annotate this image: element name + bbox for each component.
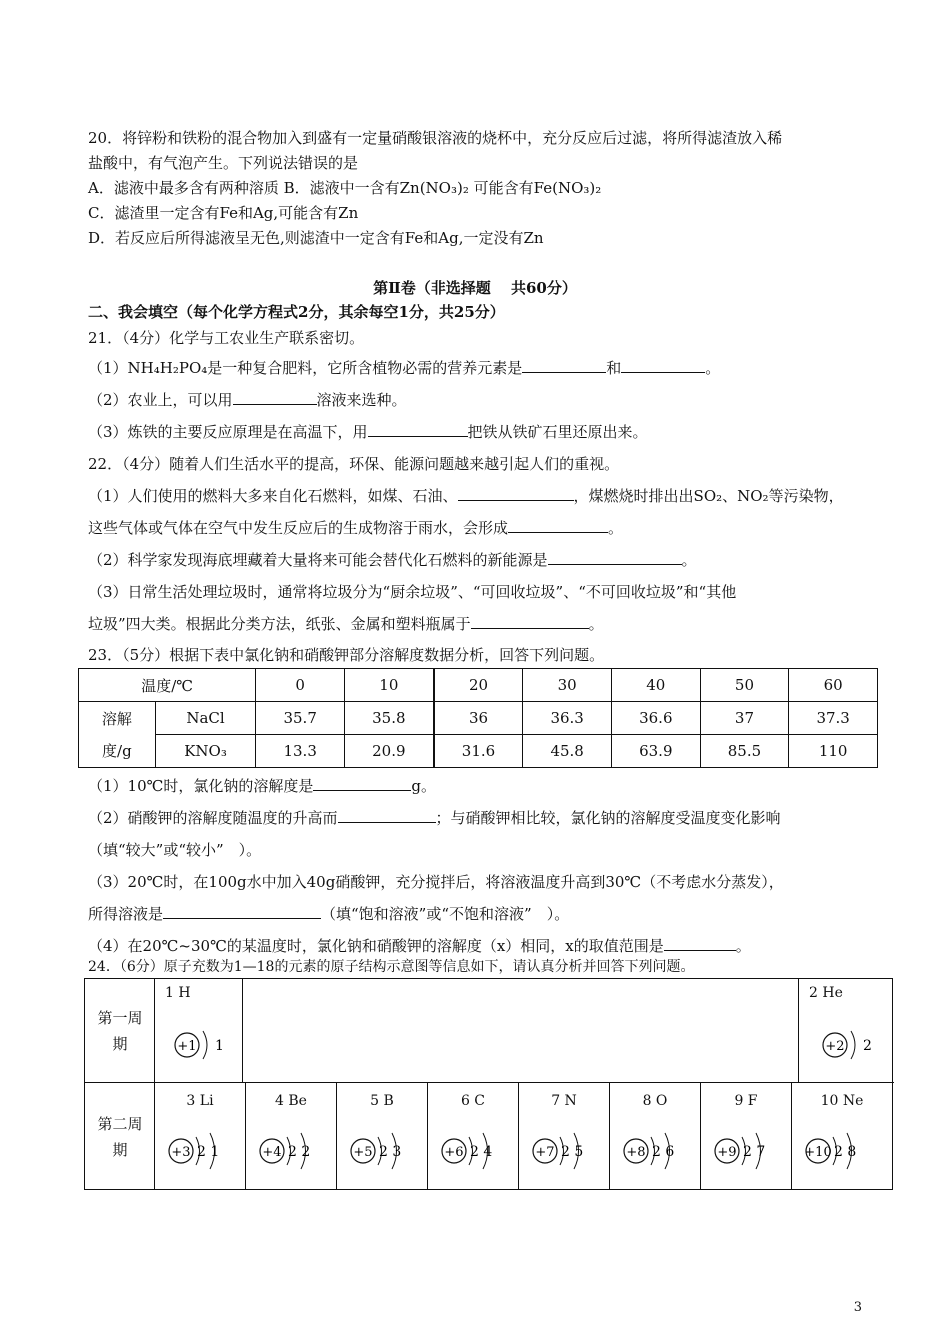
q21-answer-blank-1[interactable]: [522, 358, 606, 373]
q21-answer-blank-2[interactable]: [621, 358, 705, 373]
q23-p3-text-b: 所得溶液是: [88, 905, 164, 923]
atom-diagram-icon: [527, 1123, 607, 1179]
q23-p3-text-c: （填“饱和溶液”或“不饱和溶液” ）。: [321, 905, 570, 923]
q21-answer-blank-4[interactable]: [368, 422, 468, 437]
table-row-temperature: [79, 669, 878, 702]
q22-p2-text-b: 。: [681, 551, 697, 569]
q23-part1: [88, 776, 436, 796]
solubility-label-line1: 溶解: [101, 709, 132, 728]
temp-cell: 30: [523, 669, 612, 702]
q22-part1-line1: [88, 486, 844, 506]
q21-p1-text-b: 和: [606, 359, 622, 377]
q20-stem-line2: 盐酸中，有气泡产生。下列说法错误的是: [88, 154, 359, 172]
q23-part3-line1: （3）20℃时，在100g水中加入40g硝酸钾，充分搅拌后，将溶液温度升高到30℃（不考虑水分蒸发），: [88, 873, 784, 891]
atom-diagram-icon: [345, 1123, 425, 1179]
nacl-cell: 36.3: [523, 702, 612, 735]
q23-p4-text-a: （4）在20℃~30℃的某温度时，氯化钠和硝酸钾的溶解度（x）相同，x的取值范围是: [88, 937, 664, 955]
part2-title: 第Ⅱ卷（非选择题 共60分）: [373, 279, 577, 297]
nucleus-charge: +9: [717, 1145, 737, 1160]
q24-stem: 24．（6分）原子充数为1—18的元素的原子结构示意图等信息如下，请认真分析并回答下列问题。: [88, 959, 695, 975]
element-symbol: 9 F: [734, 1093, 758, 1109]
table-row-nacl: [79, 702, 878, 735]
element-symbol: 3 Li: [186, 1093, 214, 1109]
atom-diagram-icon: [169, 1019, 239, 1071]
q22-part2: [88, 550, 697, 570]
q21-p1-text-c: 。: [705, 359, 721, 377]
q20-stem-line1: 20．将锌粉和铁粉的混合物加入到盛有一定量硝酸银溶液的烧杯中，充分反应后过滤，将所得滤渣放入稀: [88, 129, 783, 147]
period1-label-line2: 期: [112, 1035, 128, 1053]
period1-label-cell: [85, 979, 155, 1083]
q23-answer-blank-1[interactable]: [313, 776, 411, 791]
temp-cell: 20: [434, 669, 523, 702]
element-cell: [610, 1083, 701, 1189]
q22-answer-blank-2[interactable]: [508, 518, 608, 533]
nucleus-charge: +7: [535, 1145, 555, 1160]
atom-diagram-icon: [817, 1019, 887, 1071]
element-symbol: 2 He: [809, 985, 843, 1001]
nacl-cell: 37.3: [789, 702, 878, 735]
q21-answer-blank-3[interactable]: [233, 390, 317, 405]
kno3-cell: 13.3: [256, 735, 345, 768]
q22-part3-line2: [88, 614, 604, 634]
temp-cell: 40: [611, 669, 700, 702]
kno3-cell: 110: [789, 735, 878, 768]
q23-part2-line2: （填“较大”或“较小” ）。: [88, 841, 262, 859]
q22-answer-blank-3[interactable]: [548, 550, 682, 565]
electron-shells: 2 7: [743, 1144, 766, 1160]
element-symbol: 7 N: [551, 1093, 577, 1109]
q23-answer-blank-3[interactable]: [163, 904, 321, 919]
q22-answer-blank-4[interactable]: [471, 614, 589, 629]
period2-label-line2: 期: [112, 1141, 128, 1159]
kno3-cell: 20.9: [345, 735, 434, 768]
atom-diagram-icon: [618, 1123, 698, 1179]
q23-part3-line2: [88, 904, 569, 924]
element-cell: [701, 1083, 792, 1189]
element-symbol: 5 B: [370, 1093, 394, 1109]
solubility-label: [79, 702, 156, 768]
q23-stem: 23．（5分）根据下表中氯化钠和硝酸钾部分溶解度数据分析，回答下列问题。: [88, 646, 605, 664]
element-cell-h: [155, 979, 243, 1083]
nacl-label: NaCl: [155, 702, 256, 735]
element-symbol: 4 Be: [275, 1093, 307, 1109]
nacl-cell: 35.8: [345, 702, 434, 735]
q22-p3-text-b: 垃圾”四大类。根据此分类方法，纸张、金属和塑料瓶属于: [88, 615, 471, 633]
q22-part1-line2: [88, 518, 623, 538]
kno3-cell: 45.8: [523, 735, 612, 768]
nucleus-charge: +2: [825, 1039, 845, 1054]
temp-cell: 50: [700, 669, 789, 702]
element-symbol: 6 C: [460, 1093, 486, 1109]
element-symbol: 10 Ne: [820, 1093, 864, 1109]
nacl-cell: 36.6: [611, 702, 700, 735]
q22-stem: 22．（4分）随着人们生活水平的提高，环保、能源问题越来越引起人们的重视。: [88, 455, 620, 473]
nucleus-charge: +1: [177, 1039, 197, 1054]
solubility-label-line2: 度/g: [102, 741, 132, 760]
nucleus-charge: +6: [444, 1145, 464, 1160]
q22-p1-text-c: 这些气体或气体在空气中发生反应后的生成物溶于雨水，会形成: [88, 519, 509, 537]
q23-p2-text-a: （2）硝酸钾的溶解度随温度的升高而: [88, 809, 338, 827]
element-cell: [246, 1083, 337, 1189]
q22-answer-blank-1[interactable]: [458, 486, 574, 501]
q22-p1-text-d: 。: [608, 519, 624, 537]
q21-p3-text-b: 把铁从铁矿石里还原出来。: [467, 423, 648, 441]
atom-diagram-icon: [800, 1123, 880, 1179]
q23-p4-text-b: 。: [735, 937, 751, 955]
electron-shells: 2 6: [652, 1144, 675, 1160]
periodic-table: [84, 978, 893, 1190]
electron-shells: 2 1: [197, 1144, 220, 1160]
atom-diagram-icon: [163, 1123, 243, 1179]
q23-p2-text-b: ；与硝酸钾相比较，氯化钠的溶解度受温度变化影响: [435, 809, 781, 827]
q23-part4: [88, 936, 751, 956]
q20-option-a: A．滤液中最多含有两种溶质 B．滤液中一含有Zn(NO₃)₂ 可能含有Fe(NO₃)₂: [88, 179, 602, 197]
electron-shells: 2 2: [288, 1144, 311, 1160]
q23-p1-text-b: g。: [411, 777, 437, 795]
solubility-table: [78, 668, 878, 768]
q22-p1-text-a: （1）人们使用的燃料大多来自化石燃料，如煤、石油、: [88, 487, 458, 505]
temp-header: 温度/℃: [79, 669, 256, 702]
electron-shells: 2 3: [379, 1144, 402, 1160]
element-symbol: 1 H: [165, 985, 191, 1001]
kno3-cell: 31.6: [434, 735, 523, 768]
electron-shells: 2: [863, 1038, 872, 1054]
period2-label-cell: [85, 1083, 155, 1189]
q21-p3-text-a: （3）炼铁的主要反应原理是在高温下，用: [88, 423, 368, 441]
q22-part3-line1: （3）日常生活处理垃圾时，通常将垃圾分为“厨余垃圾”、“可回收垃圾”、“不可回收垃圾”和“其他: [88, 583, 737, 601]
empty-middle-cell: [243, 979, 799, 1083]
q22-p1-text-b: ，煤燃烧时排出出SO₂、NO₂等污染物，: [573, 487, 844, 505]
q23-part2-line1: [88, 808, 781, 828]
kno3-cell: 85.5: [700, 735, 789, 768]
element-cell-he: [799, 979, 894, 1083]
element-cell: [519, 1083, 610, 1189]
temp-cell: 60: [789, 669, 878, 702]
nacl-cell: 35.7: [256, 702, 345, 735]
q22-p3-text-c: 。: [588, 615, 604, 633]
nucleus-charge: +3: [171, 1145, 191, 1160]
kno3-cell: 63.9: [611, 735, 700, 768]
section2-title: 二、我会填空（每个化学方程式2分，其余每空1分，共25分）: [88, 303, 505, 321]
element-cell: [337, 1083, 428, 1189]
table-row-kno3: [79, 735, 878, 768]
period2-label-line1: 第二周: [97, 1115, 143, 1133]
q21-stem: 21．（4分）化学与工农业生产联系密切。: [88, 329, 365, 347]
q20-option-c: C．滤渣里一定含有Fe和Ag,可能含有Zn: [88, 204, 359, 222]
q21-part3: [88, 422, 648, 442]
electron-shells: 2 4: [470, 1144, 493, 1160]
q23-answer-blank-2[interactable]: [338, 808, 436, 823]
nacl-cell: 36: [434, 702, 523, 735]
period1-label-line1: 第一周: [97, 1009, 143, 1027]
temp-cell: 10: [345, 669, 434, 702]
q23-answer-blank-4[interactable]: [664, 936, 736, 951]
q22-p2-text-a: （2）科学家发现海底埋藏着大量将来可能会替代化石燃料的新能源是: [88, 551, 548, 569]
element-symbol: 8 O: [642, 1093, 668, 1109]
nacl-cell: 37: [700, 702, 789, 735]
q21-p1-text-a: （1）NH₄H₂PO₄是一种复合肥料，它所含植物必需的营养元素是: [88, 359, 523, 377]
kno3-label: KNO₃: [155, 735, 256, 768]
nucleus-charge: +4: [262, 1145, 282, 1160]
electron-shells: 1: [215, 1038, 224, 1054]
q23-p1-text-a: （1）10℃时，氯化钠的溶解度是: [88, 777, 314, 795]
atom-diagram-icon: [709, 1123, 789, 1179]
q21-part2: [88, 390, 407, 410]
q21-part1: [88, 358, 720, 378]
temp-cell: 0: [256, 669, 345, 702]
element-cell: [155, 1083, 246, 1189]
atom-diagram-icon: [436, 1123, 516, 1179]
electron-shells: 2 5: [561, 1144, 584, 1160]
q21-p2-text-a: （2）农业上，可以用: [88, 391, 233, 409]
electron-shells: 2 8: [834, 1144, 857, 1160]
nucleus-charge: +8: [626, 1145, 646, 1160]
page-number: 3: [853, 1300, 862, 1315]
element-cell: [792, 1083, 892, 1189]
nucleus-charge: +5: [353, 1145, 373, 1160]
element-cell: [428, 1083, 519, 1189]
nucleus-charge: +10: [804, 1145, 832, 1160]
atom-diagram-icon: [254, 1123, 334, 1179]
q21-p2-text-b: 溶液来选种。: [316, 391, 407, 409]
q20-option-d: D．若反应后所得滤液呈无色,则滤渣中一定含有Fe和Ag,一定没有Zn: [88, 229, 544, 247]
